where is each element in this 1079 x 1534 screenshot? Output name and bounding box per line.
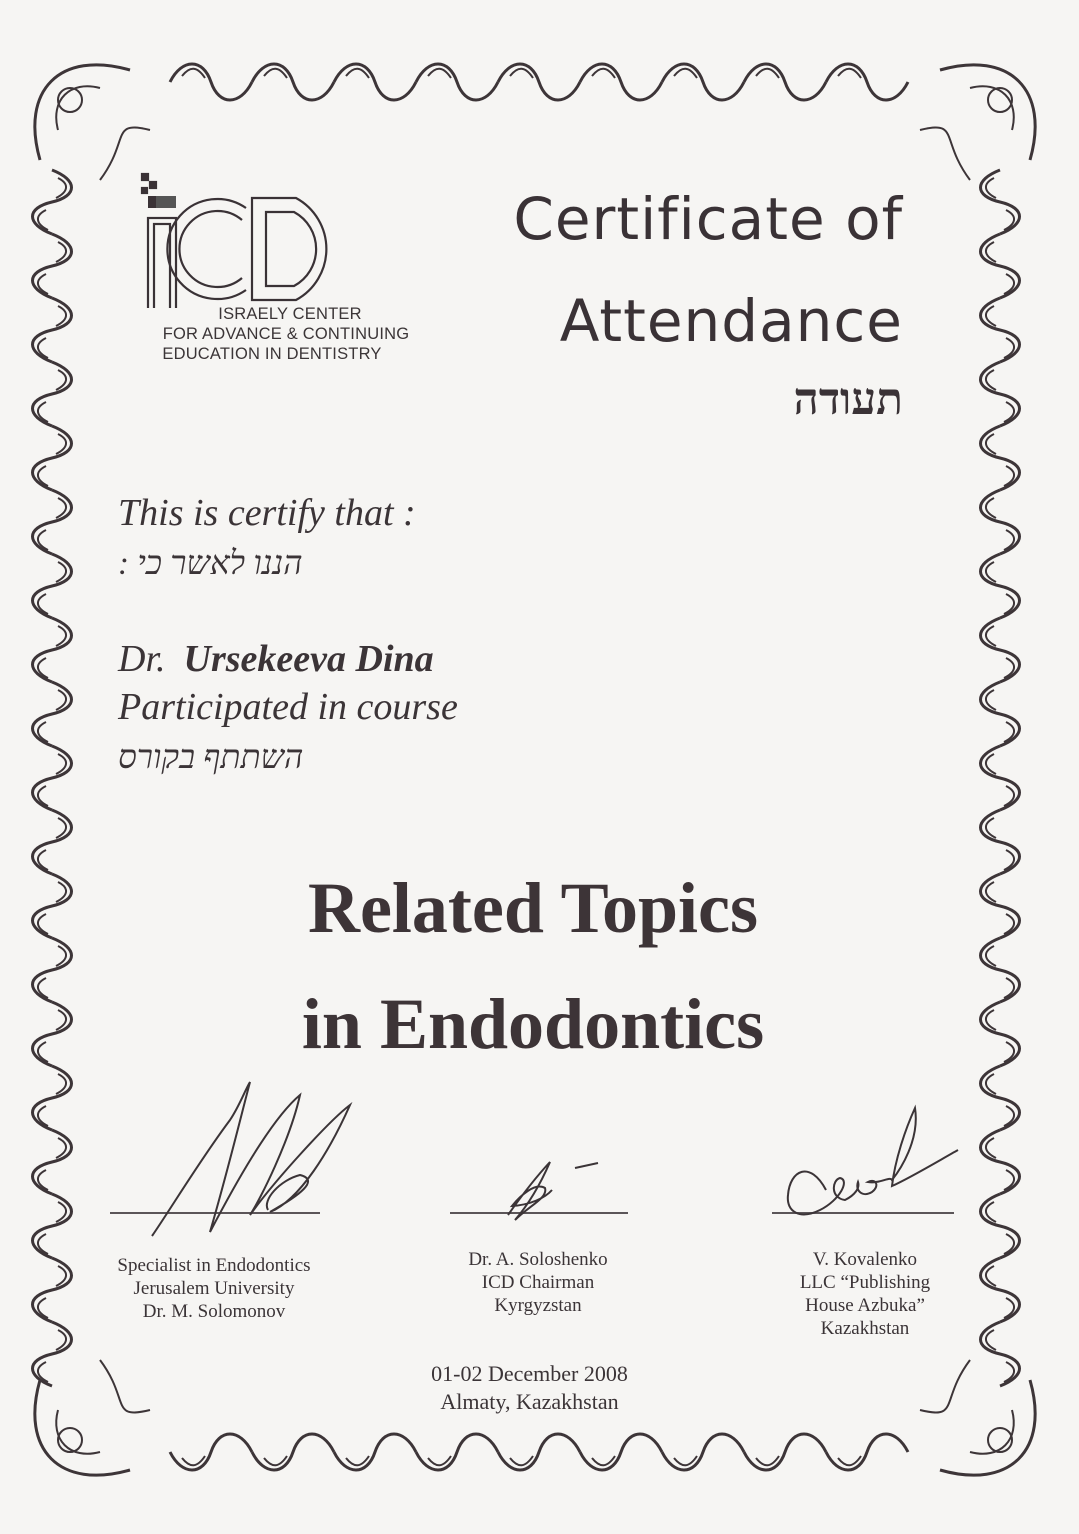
recipient-name: Ursekeeva Dina [183,638,434,680]
certificate-title-line-1: Certificate of [513,185,903,253]
signatory-3 [770,1248,960,1340]
signature-line-2 [450,1212,628,1214]
event-location: Almaty, Kazakhstan [440,1389,619,1414]
icd-logo-mark [138,168,438,308]
course-title-line-2: in Endodontics [301,984,765,1064]
signatory-1-institution: Jerusalem University [133,1278,295,1299]
event-date: 01-02 December 2008 [431,1361,628,1386]
course-title-line-1: Related Topics [307,868,759,948]
signatory-3-country: Kazakhstan [820,1318,910,1339]
recipient-line [118,640,434,678]
signature-line-1 [110,1212,320,1214]
signatory-3-org-line-2: House Azbuka” [805,1295,925,1316]
signatory-3-org-line-1: LLC “Publishing [799,1272,931,1293]
signature-line-3 [772,1212,954,1214]
signatory-2-country: Kyrgyzstan [494,1295,582,1316]
certificate-title-line-2: Attendance [559,287,903,355]
signatory-2-name: Dr. A. Soloshenko [468,1249,608,1270]
logo-line-2: FOR ADVANCE & CONTINUING [162,325,410,343]
certify-statement: This is certify that : [118,492,416,534]
certify-statement-hebrew: : הננו לאשר כי [118,546,303,582]
participated-statement: Participated in course [118,686,458,728]
recipient-prefix: Dr. [118,638,166,680]
signatory-2 [438,1248,638,1317]
participated-statement-hebrew: השתתף בקורס [118,740,304,776]
logo-line-3: EDUCATION IN DENTISTRY [162,345,382,363]
icd-logo [138,168,438,368]
signatory-1-title: Specialist in Endodontics [117,1255,311,1276]
signatory-2-title: ICD Chairman [481,1272,595,1293]
logo-line-1: ISRAELY CENTER [218,305,362,323]
signatory-1-name: Dr. M. Solomonov [142,1301,286,1322]
hebrew-title: תעודה [793,374,903,425]
signatory-1 [98,1254,330,1323]
signatory-3-name: V. Kovalenko [812,1249,918,1270]
